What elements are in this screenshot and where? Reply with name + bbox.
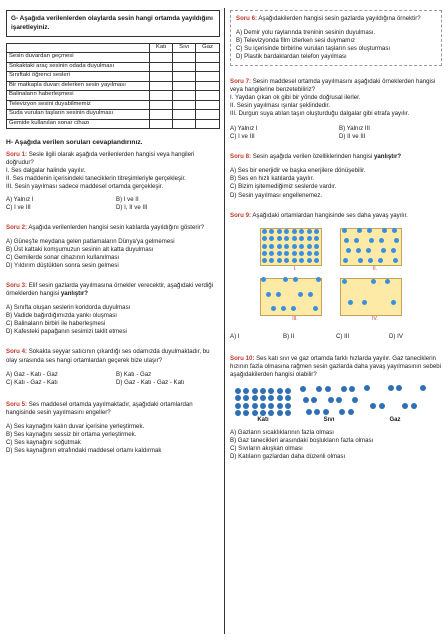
question-5-text: Ses maddesel ortamda yayılmaktadır, aşağıdaki ortamlardan hangisinde sesin yayılmasını engeller? xyxy=(6,400,193,416)
state-liquid xyxy=(300,387,358,425)
particle-dot xyxy=(306,409,312,415)
particle-dot xyxy=(370,403,376,409)
question-10 xyxy=(230,355,442,461)
right-column xyxy=(230,10,442,461)
question-10-text: Ses katı sıvı ve gaz ortamda farklı hızlarda yayılır. Gaz taneciklerin hızının fazla olmasına rağmen sesin gazlarda daha yavaş yayılmasının sebebi aşağıdakilerden hangisi olabilir? xyxy=(230,354,442,378)
particle-dot xyxy=(307,229,312,234)
particle-dot xyxy=(367,228,372,233)
option-c[interactable]: C) Su içerisinde birbirine vurulan taşların ses oluşturması xyxy=(236,45,391,53)
particle-dot xyxy=(352,397,358,403)
particle-dot xyxy=(354,238,359,243)
particle-dot xyxy=(349,386,355,392)
solid-cell[interactable] xyxy=(150,119,173,129)
question-1-options xyxy=(6,196,220,212)
particle-dot xyxy=(342,279,347,284)
option-b[interactable]: B) Gaz tanecikleri arasındaki boşlukların fazla olması xyxy=(230,436,374,444)
option-a[interactable]: A) Sınıfta oluşan seslerin koridorda duyulması xyxy=(6,304,131,312)
particle-dot xyxy=(235,395,241,401)
medium-picture-3 xyxy=(260,278,330,323)
particle-dot xyxy=(266,292,271,297)
option-c[interactable]: C) Balinaların birbiri ile haberleşmesi xyxy=(6,320,106,328)
particle-dot xyxy=(299,236,304,241)
question-7-item: III. Durgun suya atılan taşın oluşturduğu dalgalar gibi etrafa yayılır. xyxy=(230,110,410,118)
particle-dot xyxy=(357,228,362,233)
medium-table xyxy=(6,43,220,130)
particle-dot xyxy=(268,403,274,409)
particle-dot xyxy=(314,236,319,241)
liquid-cell[interactable] xyxy=(173,110,196,120)
gas-cell[interactable] xyxy=(196,62,220,72)
particle-dot xyxy=(260,388,266,394)
question-2-text: Aşağıda verilenlerden hangisi sesin katılarda yayıldığını gösterir? xyxy=(28,224,205,232)
solid-cell[interactable] xyxy=(150,62,173,72)
particle-dot xyxy=(299,244,304,249)
particle-dot xyxy=(284,244,289,249)
state-solid xyxy=(234,387,292,425)
option-d[interactable]: D) IV xyxy=(389,332,403,340)
question-4 xyxy=(6,348,220,386)
particle-dot xyxy=(385,279,390,284)
particle-dot xyxy=(379,403,385,409)
particle-dot xyxy=(285,395,291,401)
table-header-gas: Gaz xyxy=(196,43,220,53)
particle-dot xyxy=(284,251,289,256)
particle-dot xyxy=(291,306,296,311)
option-d[interactable]: D) Katıların gazlardan daha düzenli olması xyxy=(230,452,346,460)
gas-cell[interactable] xyxy=(196,72,220,82)
section-h-title: H- Aşağıda verilen soruları cevaplandırınız. xyxy=(6,139,143,147)
option-c[interactable]: C) Katı - Gaz - Katı xyxy=(6,378,58,386)
question-9-text: Aşağıdaki ortamlardan hangisinde ses daha yavaş yayılır. xyxy=(252,211,408,219)
particle-dot xyxy=(328,397,334,403)
option-b[interactable]: B) Vadide bağırdığımızda yankı oluşması xyxy=(6,312,117,320)
particle-dot xyxy=(268,388,274,394)
solid-cell[interactable] xyxy=(150,53,173,63)
particle-dot xyxy=(277,244,282,249)
table-row xyxy=(7,110,220,120)
table-header-liquid: Sıvı xyxy=(173,43,196,53)
particle-dot xyxy=(307,251,312,256)
column-divider xyxy=(224,8,225,634)
particle-dot xyxy=(260,410,266,416)
question-9 xyxy=(230,212,442,341)
particle-dot xyxy=(313,306,318,311)
particle-dot xyxy=(307,236,312,241)
solid-cell[interactable] xyxy=(150,81,173,91)
question-5 xyxy=(6,401,220,455)
option-b[interactable]: B) Katı - Gaz xyxy=(116,370,152,378)
question-7 xyxy=(230,78,442,141)
particle-dot xyxy=(299,229,304,234)
particle-dot xyxy=(277,388,283,394)
particle-dot xyxy=(393,258,398,263)
question-1-item: I. Ses dalgalar halinde yayılır. xyxy=(6,166,86,174)
particle-dot xyxy=(382,228,387,233)
particle-dot xyxy=(402,403,408,409)
row-label: Televizyon sesini duyabilmemiz xyxy=(7,100,150,110)
particle-dot xyxy=(388,385,394,391)
row-label: Sokaktaki araç sesinin odada duyulması xyxy=(7,62,150,72)
particle-dot xyxy=(292,236,297,241)
picture-label: II. xyxy=(372,265,378,272)
state-label: Gaz xyxy=(389,416,401,423)
question-3-number: Soru 3: xyxy=(6,282,27,290)
option-a[interactable]: A) Ses bir enerjidir ve başka enerjilere dönüşebilir. xyxy=(230,167,366,175)
question-3-text: Elif sesin gazlarda yayılmasına örnekler verecektir, aşağıdaki verdiği örneklerden hangisi xyxy=(6,282,213,298)
particle-dot xyxy=(292,258,297,263)
option-b[interactable]: B) Üst kattaki komşumuzun sesinin alt katta duyulması xyxy=(6,246,154,254)
states-of-matter xyxy=(234,387,442,425)
liquid-cell[interactable] xyxy=(173,119,196,129)
state-gas xyxy=(366,387,424,425)
option-a[interactable]: A) I xyxy=(230,332,240,340)
particle-dot xyxy=(269,244,274,249)
particle-dot xyxy=(336,397,342,403)
option-a[interactable]: A) Yalnız I xyxy=(230,125,258,133)
particle-dot xyxy=(362,300,367,305)
table-row xyxy=(7,91,220,101)
table-row xyxy=(7,100,220,110)
row-label: Sesin duvardan geçmesi xyxy=(7,53,150,63)
particle-dot xyxy=(346,248,351,253)
option-a[interactable]: A) Güneş'te meydana gelen patlamaların Dünya'ya gelmemesi xyxy=(6,238,175,246)
particle-container-dense xyxy=(260,228,322,266)
solid-cell[interactable] xyxy=(150,110,173,120)
liquid-cell[interactable] xyxy=(173,81,196,91)
gas-cell[interactable] xyxy=(196,119,220,129)
medium-picture-1 xyxy=(260,228,330,273)
particle-dot xyxy=(276,292,281,297)
question-5-number: Soru 5: xyxy=(6,400,27,408)
particle-dot xyxy=(343,258,348,263)
particle-dot xyxy=(364,385,370,391)
question-3-emphasis: yanlıştır? xyxy=(60,290,88,298)
table-header-solid: Katı xyxy=(150,43,173,53)
particle-dot xyxy=(277,229,282,234)
liquid-cell[interactable] xyxy=(173,72,196,82)
particle-dot xyxy=(269,236,274,241)
particle-dot xyxy=(420,385,426,391)
state-label: Katı xyxy=(257,416,269,423)
particle-dot xyxy=(235,403,241,409)
particle-dot xyxy=(292,244,297,249)
row-label: Suda vurulan taşların sesinin duyulması xyxy=(7,110,150,120)
particle-dot xyxy=(284,258,289,263)
particle-dot xyxy=(252,403,258,409)
question-7-item: I. Yaydan çıkan ok gibi bir yönde doğrusal ilerler. xyxy=(230,94,361,102)
particle-dot xyxy=(285,388,291,394)
question-8-text: Sesin aşağıda verilen özelliklerinden hangisi xyxy=(252,153,373,161)
particle-dot xyxy=(339,409,345,415)
particle-dot xyxy=(344,238,349,243)
option-c[interactable]: C) Bizim işitemediğimiz seslerde vardır. xyxy=(230,183,337,191)
table-row xyxy=(7,53,220,63)
table-row xyxy=(7,62,220,72)
question-2-number: Soru 2: xyxy=(6,224,27,232)
option-b[interactable]: B) I ve II xyxy=(116,196,139,204)
question-4-text: Sokakta seyyar satıcının çıkardığı ses odamızda duyulmaktadır, bu olay sırasında ses hangi ortamlardan geçerek bize ulaşır? xyxy=(6,348,210,364)
medium-pictures xyxy=(260,228,410,323)
particle-dot xyxy=(285,403,291,409)
question-9-options xyxy=(230,333,442,341)
option-d[interactable]: D) Kafesteki papağanın sesimizi taklit etmesi xyxy=(6,328,127,336)
liquid-cell[interactable] xyxy=(173,100,196,110)
medium-picture-2 xyxy=(340,228,410,273)
particle-container-loose xyxy=(260,278,322,316)
option-c[interactable]: C) Sıvıların akışkan olması xyxy=(230,444,303,452)
particle-dot xyxy=(260,403,266,409)
gas-particles-image xyxy=(366,387,424,417)
particle-dot xyxy=(323,409,329,415)
row-label: Balinaların haberleşmesi xyxy=(7,91,150,101)
option-d[interactable]: D) Yıldırım düştükten sonra sesin gelmesi xyxy=(6,262,119,270)
particle-dot xyxy=(262,244,267,249)
solid-cell[interactable] xyxy=(150,72,173,82)
gas-cell[interactable] xyxy=(196,110,220,120)
particle-dot xyxy=(277,403,283,409)
section-g-title: G- Aşağıda verilenlerden olaylarda sesin hangi ortamda yayıldığını işaretleyiniz. xyxy=(6,10,220,37)
question-9-number: Soru 9: xyxy=(230,211,251,219)
question-8 xyxy=(230,153,442,199)
particle-dot xyxy=(381,248,386,253)
liquid-cell[interactable] xyxy=(173,62,196,72)
question-8-number: Soru 8: xyxy=(230,153,251,161)
particle-dot xyxy=(316,277,321,282)
particle-dot xyxy=(303,397,309,403)
liquid-cell[interactable] xyxy=(173,91,196,101)
gas-cell[interactable] xyxy=(196,91,220,101)
particle-dot xyxy=(369,238,374,243)
option-b[interactable]: B) Televizyonda film izlerken sesi duymamız xyxy=(236,37,356,45)
gas-cell[interactable] xyxy=(196,81,220,91)
picture-label: IV. xyxy=(372,316,378,323)
particle-dot xyxy=(379,238,384,243)
table-row xyxy=(7,72,220,82)
option-d[interactable]: D) Gaz - Katı - Gaz - Katı xyxy=(116,378,185,386)
option-b[interactable]: B) Ses en hızlı katılarda yayılır. xyxy=(230,175,314,183)
question-7-options xyxy=(230,125,442,141)
solid-cell[interactable] xyxy=(150,100,173,110)
question-1 xyxy=(6,151,220,212)
liquid-cell[interactable] xyxy=(173,53,196,63)
particle-dot xyxy=(269,229,274,234)
particle-dot xyxy=(396,385,402,391)
particle-dot xyxy=(252,410,258,416)
question-7-item: II. Sesin yayılması ışınlar şeklindedir. xyxy=(230,102,330,110)
particle-dot xyxy=(262,229,267,234)
particle-dot xyxy=(283,277,288,282)
particle-dot xyxy=(292,229,297,234)
option-c[interactable]: C) I ve III xyxy=(230,133,255,141)
particle-dot xyxy=(391,300,396,305)
particle-dot xyxy=(371,279,376,284)
option-a[interactable]: A) Yalnız I xyxy=(6,196,34,204)
particle-dot xyxy=(411,403,417,409)
particle-dot xyxy=(299,251,304,256)
question-1-number: Soru 1: xyxy=(6,150,27,158)
particle-dot xyxy=(358,258,363,263)
particle-dot xyxy=(262,236,267,241)
particle-dot xyxy=(298,292,303,297)
particle-dot xyxy=(300,386,306,392)
question-6 xyxy=(230,10,442,66)
option-a[interactable]: A) Gaz - Katı - Gaz xyxy=(6,370,58,378)
question-10-number: Soru 10: xyxy=(230,354,255,362)
particle-dot xyxy=(281,306,286,311)
picture-label: III. xyxy=(292,316,298,323)
particle-dot xyxy=(316,386,322,392)
particle-dot xyxy=(356,248,361,253)
particle-dot xyxy=(314,244,319,249)
option-d[interactable]: D) I, II ve III xyxy=(116,204,148,212)
gas-cell[interactable] xyxy=(196,100,220,110)
particle-dot xyxy=(252,395,258,401)
solid-particles-image xyxy=(234,387,292,417)
particle-container-medium xyxy=(340,228,402,266)
question-4-number: Soru 4: xyxy=(6,348,27,356)
table-header-event xyxy=(7,43,150,53)
row-label: Sınıftaki öğrenci sesleri xyxy=(7,72,150,82)
particle-dot xyxy=(342,228,347,233)
option-a[interactable]: A) Demir yolu raylarında treninin sesinin duyulması. xyxy=(236,29,376,37)
particle-dot xyxy=(262,251,267,256)
question-2 xyxy=(6,224,220,270)
particle-dot xyxy=(378,258,383,263)
particle-dot xyxy=(277,251,282,256)
medium-picture-4 xyxy=(340,278,410,323)
option-c[interactable]: C) Gemilerde sonar cihazının kullanılması xyxy=(6,254,120,262)
option-b[interactable]: B) Yalnız III xyxy=(339,125,370,133)
particle-dot xyxy=(268,395,274,401)
left-column xyxy=(6,10,220,455)
question-4-options xyxy=(6,371,220,387)
solid-cell[interactable] xyxy=(150,91,173,101)
particle-dot xyxy=(243,410,249,416)
particle-dot xyxy=(299,258,304,263)
row-label: Bir matkapla duvarı delerken sesin yayılması xyxy=(7,81,150,91)
option-d[interactable]: D) II ve III xyxy=(339,133,366,141)
gas-cell[interactable] xyxy=(196,53,220,63)
particle-dot xyxy=(277,395,283,401)
particle-dot xyxy=(368,258,373,263)
particle-dot xyxy=(277,258,282,263)
option-c[interactable]: C) III xyxy=(336,332,350,340)
particle-dot xyxy=(284,229,289,234)
question-1-item: II. Ses maddenin içerisindeki taneciklerin titreşimleriyle gerçekleşir. xyxy=(6,175,186,182)
option-d[interactable]: D) Sesin yayılması engellenemez. xyxy=(230,191,323,199)
particle-dot xyxy=(235,410,241,416)
question-7-number: Soru 7: xyxy=(230,78,251,86)
question-6-text: Aşağıdakilerden hangisi sesin gazlarda yayıldığına örnektir? xyxy=(258,15,421,22)
particle-dot xyxy=(341,386,347,392)
row-label: Gemide kullanılan sonar cihazı xyxy=(7,119,150,129)
particle-dot xyxy=(307,258,312,263)
option-c[interactable]: C) Ses kaynağını soğutmak xyxy=(6,438,81,446)
liquid-particles-image xyxy=(300,387,358,417)
table-row xyxy=(7,119,220,129)
particle-dot xyxy=(243,403,249,409)
particle-dot xyxy=(391,248,396,253)
particle-dot xyxy=(311,397,317,403)
particle-dot xyxy=(252,388,258,394)
particle-dot xyxy=(284,236,289,241)
particle-dot xyxy=(261,277,266,282)
particle-dot xyxy=(243,395,249,401)
particle-dot xyxy=(285,410,291,416)
particle-dot xyxy=(314,251,319,256)
particle-dot xyxy=(348,409,354,415)
question-6-number: Soru 6: xyxy=(236,15,257,22)
particle-dot xyxy=(366,248,371,253)
particle-dot xyxy=(392,228,397,233)
particle-dot xyxy=(308,292,313,297)
particle-dot xyxy=(243,388,249,394)
option-a[interactable]: A) Gazların sıcaklıklarının fazla olması xyxy=(230,428,334,436)
particle-dot xyxy=(269,258,274,263)
question-7-text: Sesin maddesel ortamda yayılmasını aşağıdaki örneklerden hangisi veya hangilerine benzetebiliriz? xyxy=(230,78,436,94)
table-header-row xyxy=(7,43,220,53)
particle-dot xyxy=(277,410,283,416)
option-b[interactable]: B) II xyxy=(283,332,295,340)
particle-dot xyxy=(325,386,331,392)
particle-dot xyxy=(307,244,312,249)
question-1-text: Sesle ilgili olarak aşağıda verilenlerden hangisi veya hangileri doğrudur? xyxy=(6,150,195,166)
question-3 xyxy=(6,282,220,336)
particle-dot xyxy=(292,251,297,256)
particle-dot xyxy=(314,258,319,263)
particle-dot xyxy=(262,258,267,263)
particle-dot xyxy=(277,236,282,241)
particle-dot xyxy=(235,388,241,394)
particle-dot xyxy=(269,251,274,256)
particle-dot xyxy=(348,300,353,305)
particle-container-sparse xyxy=(340,278,402,316)
particle-dot xyxy=(314,409,320,415)
option-d[interactable]: D) Ses kaynağının etrafındaki maddesel ortamı kaldırmak xyxy=(6,446,162,454)
particle-dot xyxy=(314,229,319,234)
option-b[interactable]: B) Ses kaynağını sessiz bir ortama yerleştirmek. xyxy=(6,430,137,438)
particle-dot xyxy=(394,238,399,243)
question-1-item: III. Sesin yayılması sadece maddesel ortamda gerçekleşir. xyxy=(6,183,164,191)
particle-dot xyxy=(260,395,266,401)
option-a[interactable]: A) Ses kaynağını kalın duvar içerisine yerleştirmek. xyxy=(6,422,145,430)
question-8-emphasis: yanlıştır? xyxy=(373,153,402,161)
particle-dot xyxy=(268,410,274,416)
option-d[interactable]: D) Plastik bardaklardan telefon yayılması xyxy=(236,53,347,61)
option-c[interactable]: C) I ve III xyxy=(6,204,31,212)
table-row xyxy=(7,81,220,91)
particle-dot xyxy=(293,277,298,282)
picture-label: I. xyxy=(293,265,297,272)
particle-dot xyxy=(271,306,276,311)
state-label: Sıvı xyxy=(323,416,335,423)
